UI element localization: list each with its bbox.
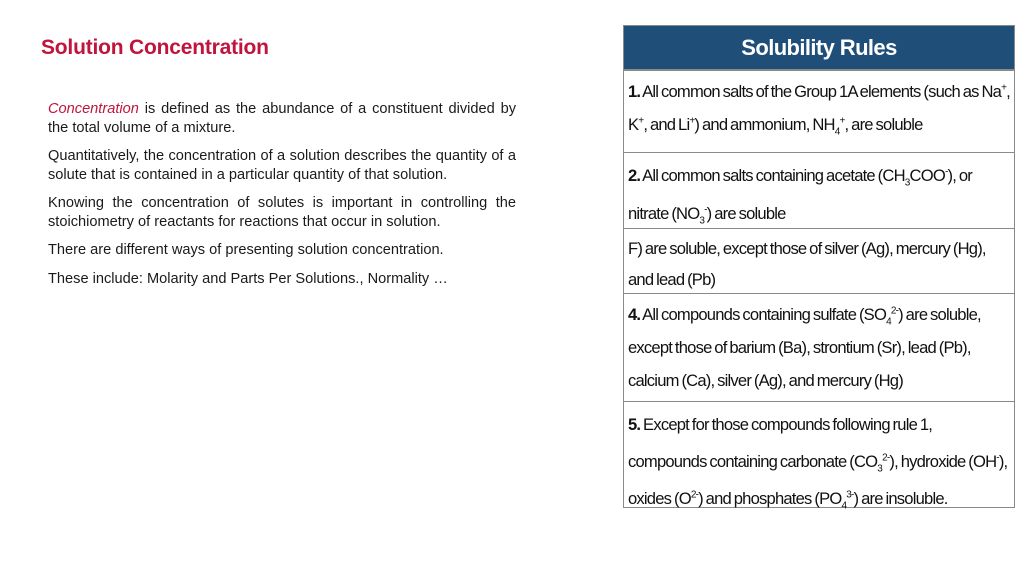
rule-number: 5. xyxy=(628,415,641,434)
table-header: Solubility Rules xyxy=(624,26,1014,70)
rule-text: ) are soluble, except those of barium (Ba), strontium (Sr), lead (Pb), calcium (Ca), silver (Ag), and mercury (Hg) xyxy=(628,305,981,390)
rule-number: 4. xyxy=(628,305,641,324)
rule-text: F) are soluble, except those of silver (Ag), mercury (Hg), and lead (Pb) xyxy=(628,239,986,289)
subscript: 3 xyxy=(877,463,883,475)
charge: + xyxy=(689,115,695,127)
paragraph-importance: Knowing the concentration of solutes is important in controlling the stoichiometry of reactants for reactions that occur in solution. xyxy=(48,195,516,230)
charge: - xyxy=(996,452,999,464)
rule-4 xyxy=(624,293,1014,401)
rule-text: COO xyxy=(909,166,945,185)
rule-text: All common salts of the Group 1A elements (such as Na xyxy=(640,82,1002,101)
rule-text: , are soluble xyxy=(844,115,923,134)
rule-text: All common salts containing acetate (CH xyxy=(640,166,905,185)
slide-title: Solution Concentration xyxy=(41,36,269,59)
rule-text: ), or nitrate (NO xyxy=(628,166,972,223)
solubility-rules-table xyxy=(623,25,1015,512)
charge: + xyxy=(839,115,845,127)
rule-text: ) are insoluble. xyxy=(853,489,948,508)
paragraph-ways: There are different ways of presenting solution concentration. xyxy=(48,242,444,258)
rule-1 xyxy=(624,70,1014,152)
paragraph-quantitative: Quantitatively, the concentration of a solution describes the quantity of a solute that is contained in a particular quantity of that solution. xyxy=(48,148,516,183)
rule-text: ) and ammonium, NH xyxy=(694,115,835,134)
rule-text: ), hydroxide (OH xyxy=(889,452,997,471)
charge: - xyxy=(704,204,707,216)
rule-number: 1. xyxy=(628,82,641,101)
paragraph-definition xyxy=(48,100,516,137)
paragraph-types: These include: Molarity and Parts Per Solutions., Normality … xyxy=(48,270,448,287)
rule-2 xyxy=(624,152,1014,228)
rule-text: Except for those compounds following rule 1, compounds containing carbonate (CO xyxy=(628,415,933,471)
rule-3 xyxy=(624,228,1014,293)
rule-text: ) are soluble xyxy=(706,204,786,223)
subscript: 3 xyxy=(699,215,705,227)
charge: 2- xyxy=(882,452,890,464)
rule-text: ), oxides (O xyxy=(628,452,1008,508)
charge: + xyxy=(1001,82,1007,94)
subscript: 4 xyxy=(886,316,891,328)
rule-text: , K xyxy=(628,82,1010,134)
rule-5 xyxy=(624,401,1014,512)
rule-text: , and Li xyxy=(643,115,690,134)
rule-text: ) and phosphates (PO xyxy=(698,489,842,508)
concentration-term: Concentration xyxy=(48,101,139,117)
charge: - xyxy=(944,166,948,178)
charge: 3- xyxy=(846,489,854,501)
subscript: 3 xyxy=(904,177,910,189)
charge: 2- xyxy=(690,489,699,501)
rule-text: All compounds containing sulfate (SO xyxy=(640,305,887,324)
definition-text: is defined as the abundance of a constituent divided by the total volume of a mixture. xyxy=(48,101,516,136)
charge: + xyxy=(638,115,644,127)
body-text xyxy=(48,100,516,298)
charge: 2- xyxy=(890,305,899,317)
subscript: 4 xyxy=(841,500,847,512)
rule-number: 2. xyxy=(628,166,641,185)
subscript: 4 xyxy=(834,126,840,138)
